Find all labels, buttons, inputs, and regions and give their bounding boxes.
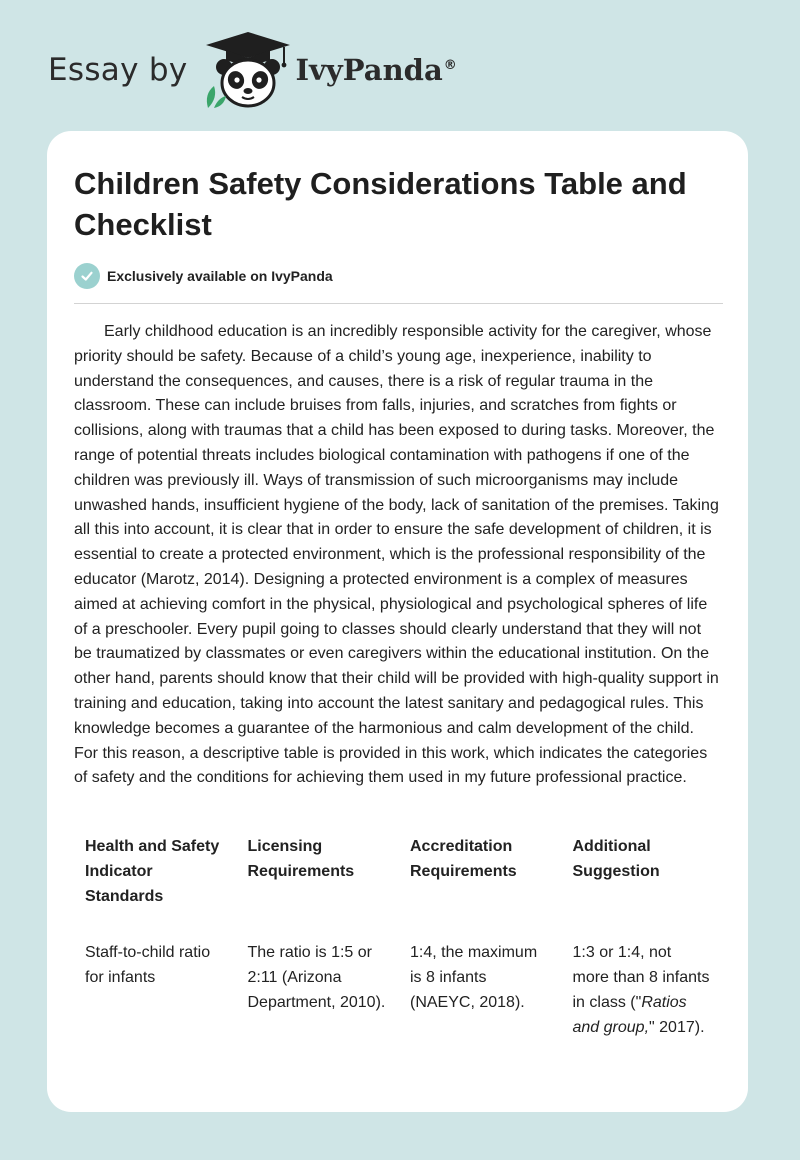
cell-accreditation: 1:4, the maximum is 8 infants (NAEYC, 2018).: [410, 944, 538, 1011]
panda-logo-icon: [202, 30, 294, 110]
header-indicator: Health and Safety Indicator Standards: [85, 838, 220, 905]
suggestion-citation-end: " 2017).: [649, 1018, 705, 1036]
cell-licensing: The ratio is 1:5 or 2:11 (Arizona Department, 2010).: [247, 944, 386, 1011]
title-divider: [74, 303, 723, 304]
brand-prefix: Essay by: [48, 52, 188, 88]
safety-indicators-table: [74, 831, 724, 1041]
header-suggestion: Additional Suggestion: [572, 838, 660, 880]
table-header-row: [74, 831, 724, 929]
table-row: [74, 929, 724, 1040]
essay-paragraph: Early childhood education is an incredibly responsible activity for the caregiver, whose priority should be safety. Because of a child’s young age, inexperience, inability to understand the consequences, and causes, there is a risk of regular trauma in the classroom. These can include bruises from falls, injuries, and scratches from fights or collisions, along with traumas that a child has been exposed to during tasks. Moreover, the range of potential threats includes biological contamination with pathogens if one of the children was previously ill. Ways of transmission of such microorganisms may include unwashed hands, insufficient hygiene of the body, lack of sanitation of the premises. Taking all this into account, it is clear that in order to ensure the safe development of children, it is essential to create a protected environment, which is the professional responsibility of the educator (Marotz, 2014). Designing a protected environment is a complex of measures aimed at achieving comfort in the physical, physiological and psychological spheres of life of a preschooler. Every pupil going to classes should clearly understand that they will not be traumatized by classmates or even caregivers within the educational institution. On the other hand, parents should know that their child will be provided with high-quality support in training and education, taking into account the latest sanitary and pedagogical rules. This knowledge becomes a guarantee of the harmonious and calm development of the child. For this reason, a descriptive table is provided in this work, which indicates the categories of safety and the conditions for achieving them used in my future professional practice.: [74, 323, 719, 787]
registered-mark: ®: [443, 58, 457, 74]
check-icon: [74, 263, 100, 289]
citation-title: Ratios and group,: [572, 993, 687, 1036]
essay-title: Children Safety Considerations Table and Checklist: [74, 166, 687, 242]
cell-suggestion: [562, 929, 725, 1040]
cell-indicator: Staff-to-child ratio for infants: [85, 944, 211, 987]
site-brand[interactable]: [48, 30, 457, 110]
suggestion-text: 1:3 or 1:4, not more than 8 infants in class (": [572, 944, 710, 1011]
header-licensing: Licensing Requirements: [247, 838, 355, 880]
exclusive-badge-text: Exclusively available on IvyPanda: [107, 268, 333, 284]
essay-card: [47, 131, 748, 1112]
exclusive-badge: [74, 263, 333, 289]
header-accreditation: Accreditation Requirements: [410, 838, 517, 880]
brand-name: IvyPanda®: [295, 53, 457, 87]
